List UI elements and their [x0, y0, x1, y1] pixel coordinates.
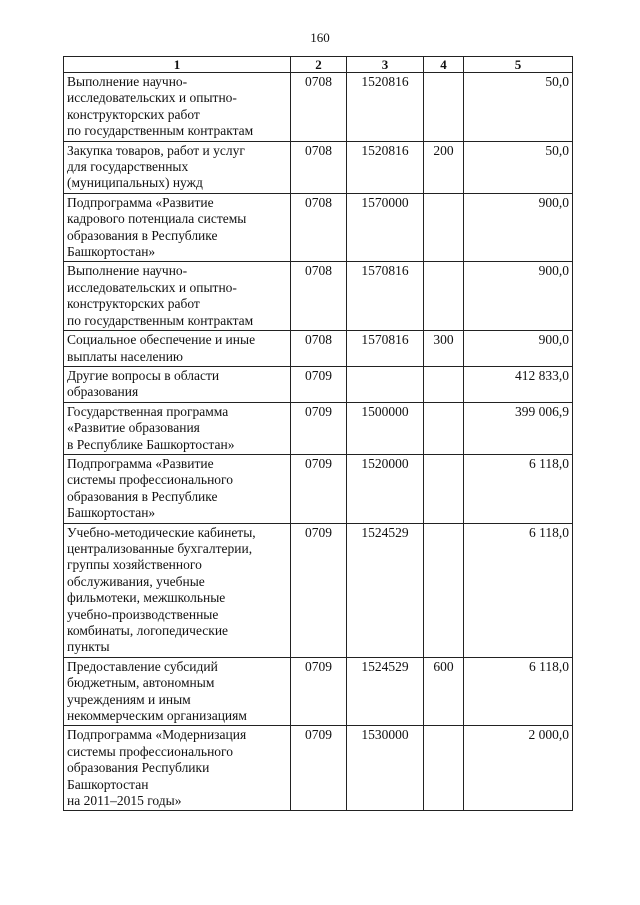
cell-section-code: 0709	[291, 454, 347, 523]
cell-expense-type: 600	[424, 657, 464, 726]
cell-target-article: 1530000	[347, 726, 424, 811]
cell-section-code: 0708	[291, 193, 347, 262]
cell-expense-type	[424, 402, 464, 454]
cell-name: Учебно-методические кабинеты, централизованные бухгалтерии, группы хозяйственного обслуживания, учебные фильмотеки, межшкольные учебно-производственные комбинаты, логопедические пункты	[64, 523, 291, 657]
budget-table	[63, 56, 573, 811]
cell-amount: 2 000,0	[464, 726, 573, 811]
cell-target-article: 1570000	[347, 193, 424, 262]
cell-target-article: 1520000	[347, 454, 424, 523]
cell-target-article: 1570816	[347, 331, 424, 367]
table-row	[64, 331, 573, 367]
cell-section-code: 0709	[291, 657, 347, 726]
cell-expense-type	[424, 73, 464, 142]
cell-expense-type	[424, 454, 464, 523]
table-row	[64, 402, 573, 454]
column-header-1: 1	[64, 57, 291, 73]
cell-expense-type	[424, 523, 464, 657]
cell-target-article: 1524529	[347, 523, 424, 657]
cell-amount: 900,0	[464, 193, 573, 262]
cell-amount: 399 006,9	[464, 402, 573, 454]
page-number: 160	[310, 30, 330, 45]
cell-name: Подпрограмма «Развитие кадрового потенциала системы образования в Республике Башкортостан»	[64, 193, 291, 262]
cell-name: Подпрограмма «Развитие системы профессионального образования в Республике Башкортостан»	[64, 454, 291, 523]
cell-expense-type	[424, 366, 464, 402]
table-row	[64, 726, 573, 811]
cell-target-article: 1520816	[347, 73, 424, 142]
cell-amount: 900,0	[464, 331, 573, 367]
cell-section-code: 0709	[291, 366, 347, 402]
cell-name: Закупка товаров, работ и услуг для государственных (муниципальных) нужд	[64, 141, 291, 193]
cell-amount: 6 118,0	[464, 523, 573, 657]
column-header-2: 2	[291, 57, 347, 73]
cell-target-article	[347, 366, 424, 402]
cell-amount: 50,0	[464, 141, 573, 193]
cell-section-code: 0708	[291, 262, 347, 331]
cell-target-article: 1570816	[347, 262, 424, 331]
cell-expense-type	[424, 262, 464, 331]
table-row	[64, 262, 573, 331]
cell-section-code: 0708	[291, 141, 347, 193]
cell-amount: 50,0	[464, 73, 573, 142]
cell-name: Выполнение научно- исследовательских и опытно- конструкторских работ по государственным контрактам	[64, 73, 291, 142]
column-header-4: 4	[424, 57, 464, 73]
table-row	[64, 454, 573, 523]
cell-target-article: 1520816	[347, 141, 424, 193]
table-row	[64, 193, 573, 262]
cell-name: Выполнение научно- исследовательских и опытно- конструкторских работ по государственным контрактам	[64, 262, 291, 331]
cell-section-code: 0709	[291, 523, 347, 657]
cell-target-article: 1500000	[347, 402, 424, 454]
cell-name: Другие вопросы в области образования	[64, 366, 291, 402]
cell-name: Подпрограмма «Модернизация системы профессионального образования Республики Башкортостан на 2011–2015 годы»	[64, 726, 291, 811]
cell-amount: 900,0	[464, 262, 573, 331]
cell-section-code: 0709	[291, 402, 347, 454]
cell-amount: 412 833,0	[464, 366, 573, 402]
column-header-5: 5	[464, 57, 573, 73]
cell-name: Социальное обеспечение и иные выплаты населению	[64, 331, 291, 367]
cell-amount: 6 118,0	[464, 657, 573, 726]
table-row	[64, 73, 573, 142]
table-row	[64, 141, 573, 193]
cell-section-code: 0708	[291, 331, 347, 367]
cell-section-code: 0708	[291, 73, 347, 142]
table-row	[64, 657, 573, 726]
cell-name: Предоставление субсидий бюджетным, автономным учреждениям и иным некоммерческим организациям	[64, 657, 291, 726]
cell-expense-type: 200	[424, 141, 464, 193]
cell-section-code: 0709	[291, 726, 347, 811]
table-row	[64, 366, 573, 402]
cell-expense-type: 300	[424, 331, 464, 367]
table-header-row	[64, 57, 573, 73]
cell-expense-type	[424, 193, 464, 262]
column-header-3: 3	[347, 57, 424, 73]
cell-name: Государственная программа «Развитие образования в Республике Башкортостан»	[64, 402, 291, 454]
cell-target-article: 1524529	[347, 657, 424, 726]
table-row	[64, 523, 573, 657]
cell-expense-type	[424, 726, 464, 811]
cell-amount: 6 118,0	[464, 454, 573, 523]
